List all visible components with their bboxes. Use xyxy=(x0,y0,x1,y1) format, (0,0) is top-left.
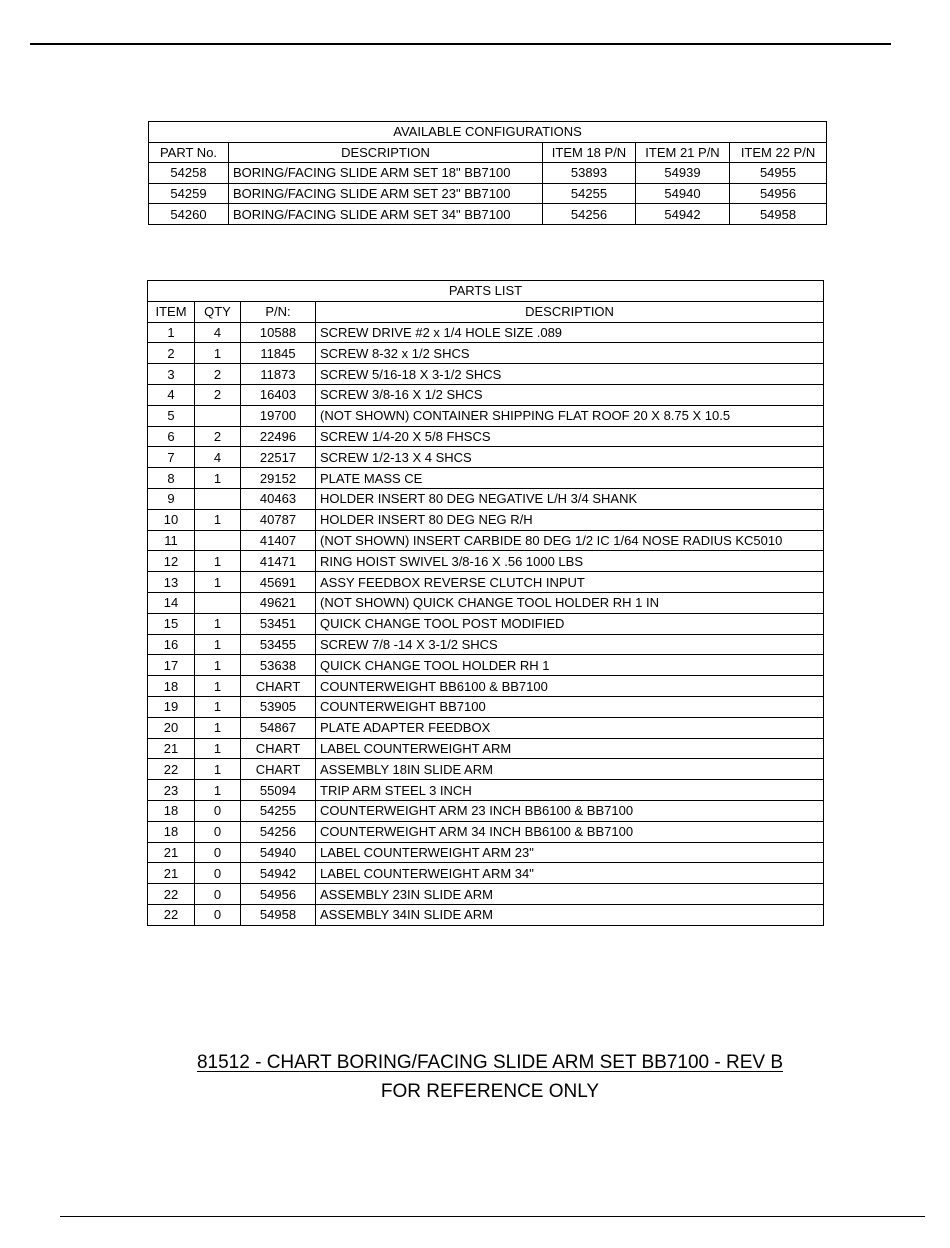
parts-cell: ASSY FEEDBOX REVERSE CLUTCH INPUT xyxy=(316,572,824,593)
parts-cell: LABEL COUNTERWEIGHT ARM xyxy=(316,738,824,759)
parts-cell: 18 xyxy=(148,800,195,821)
parts-cell: 13 xyxy=(148,572,195,593)
parts-table-body xyxy=(148,322,824,925)
parts-cell: 0 xyxy=(195,863,241,884)
parts-row xyxy=(148,842,824,863)
parts-cell: 53905 xyxy=(241,696,316,717)
config-row xyxy=(149,163,827,184)
parts-row xyxy=(148,738,824,759)
parts-cell: 1 xyxy=(195,759,241,780)
parts-cell: 40463 xyxy=(241,488,316,509)
parts-row xyxy=(148,884,824,905)
parts-cell: 1 xyxy=(195,780,241,801)
config-header-cell: DESCRIPTION xyxy=(229,142,543,163)
parts-cell: 1 xyxy=(195,717,241,738)
parts-cell: 11873 xyxy=(241,364,316,385)
parts-cell: 0 xyxy=(195,884,241,905)
parts-cell xyxy=(195,488,241,509)
parts-cell: 45691 xyxy=(241,572,316,593)
parts-row xyxy=(148,676,824,697)
parts-cell: 2 xyxy=(148,343,195,364)
parts-cell: SCREW 8-32 x 1/2 SHCS xyxy=(316,343,824,364)
parts-cell: 4 xyxy=(148,384,195,405)
config-cell: 54259 xyxy=(149,183,229,204)
config-row xyxy=(149,204,827,225)
parts-cell: ASSEMBLY 18IN SLIDE ARM xyxy=(316,759,824,780)
parts-cell: 3 xyxy=(148,364,195,385)
parts-row xyxy=(148,343,824,364)
parts-cell: SCREW 1/2-13 X 4 SHCS xyxy=(316,447,824,468)
parts-cell: 18 xyxy=(148,821,195,842)
config-header-cell: ITEM 21 P/N xyxy=(636,142,730,163)
parts-header-cell: QTY xyxy=(195,301,241,322)
config-table-title: AVAILABLE CONFIGURATIONS xyxy=(149,122,827,143)
config-cell: 54256 xyxy=(543,204,636,225)
parts-cell: 21 xyxy=(148,842,195,863)
parts-cell: 54956 xyxy=(241,884,316,905)
parts-cell: 54867 xyxy=(241,717,316,738)
parts-row xyxy=(148,551,824,572)
parts-row xyxy=(148,488,824,509)
parts-cell: SCREW 5/16-18 X 3-1/2 SHCS xyxy=(316,364,824,385)
parts-cell: QUICK CHANGE TOOL POST MODIFIED xyxy=(316,613,824,634)
parts-cell: COUNTERWEIGHT ARM 34 INCH BB6100 & BB7100 xyxy=(316,821,824,842)
parts-cell: HOLDER INSERT 80 DEG NEG R/H xyxy=(316,509,824,530)
parts-cell: 1 xyxy=(195,572,241,593)
parts-cell: 17 xyxy=(148,655,195,676)
parts-cell: 11845 xyxy=(241,343,316,364)
config-cell: 54258 xyxy=(149,163,229,184)
parts-cell: 1 xyxy=(195,343,241,364)
parts-row xyxy=(148,800,824,821)
parts-cell: 11 xyxy=(148,530,195,551)
parts-row xyxy=(148,696,824,717)
parts-cell: 10 xyxy=(148,509,195,530)
parts-cell: LABEL COUNTERWEIGHT ARM 23" xyxy=(316,842,824,863)
parts-row xyxy=(148,634,824,655)
parts-cell: 54942 xyxy=(241,863,316,884)
parts-cell xyxy=(195,530,241,551)
parts-cell: SCREW DRIVE #2 x 1/4 HOLE SIZE .089 xyxy=(316,322,824,343)
config-header-cell: ITEM 22 P/N xyxy=(730,142,827,163)
parts-cell: PLATE ADAPTER FEEDBOX xyxy=(316,717,824,738)
parts-cell: 21 xyxy=(148,738,195,759)
parts-cell: 21 xyxy=(148,863,195,884)
parts-cell: 0 xyxy=(195,842,241,863)
config-cell: BORING/FACING SLIDE ARM SET 18" BB7100 xyxy=(229,163,543,184)
parts-cell: 53455 xyxy=(241,634,316,655)
parts-row xyxy=(148,904,824,925)
parts-row xyxy=(148,572,824,593)
parts-cell: 9 xyxy=(148,488,195,509)
drawing-title: 81512 - CHART BORING/FACING SLIDE ARM SET BB7100 - REV B xyxy=(196,1052,784,1073)
bottom-rule xyxy=(60,1216,925,1217)
parts-cell: 1 xyxy=(195,551,241,572)
parts-cell: 54958 xyxy=(241,904,316,925)
parts-cell: 22 xyxy=(148,884,195,905)
config-cell: BORING/FACING SLIDE ARM SET 34" BB7100 xyxy=(229,204,543,225)
config-cell: 54956 xyxy=(730,183,827,204)
parts-cell: HOLDER INSERT 80 DEG NEGATIVE L/H 3/4 SHANK xyxy=(316,488,824,509)
parts-row xyxy=(148,447,824,468)
parts-cell: 16403 xyxy=(241,384,316,405)
drawing-subtitle: FOR REFERENCE ONLY xyxy=(380,1081,600,1102)
parts-cell: 7 xyxy=(148,447,195,468)
parts-cell: 22517 xyxy=(241,447,316,468)
config-cell: BORING/FACING SLIDE ARM SET 23" BB7100 xyxy=(229,183,543,204)
parts-cell: 0 xyxy=(195,821,241,842)
parts-row xyxy=(148,759,824,780)
parts-cell: 22 xyxy=(148,759,195,780)
config-cell: 54940 xyxy=(636,183,730,204)
parts-cell: 16 xyxy=(148,634,195,655)
parts-cell: COUNTERWEIGHT BB6100 & BB7100 xyxy=(316,676,824,697)
parts-cell: 29152 xyxy=(241,468,316,489)
parts-row xyxy=(148,717,824,738)
parts-cell: SCREW 1/4-20 X 5/8 FHSCS xyxy=(316,426,824,447)
parts-row xyxy=(148,364,824,385)
config-header-cell: ITEM 18 P/N xyxy=(543,142,636,163)
parts-row xyxy=(148,655,824,676)
parts-cell: TRIP ARM STEEL 3 INCH xyxy=(316,780,824,801)
parts-cell: SCREW 7/8 -14 X 3-1/2 SHCS xyxy=(316,634,824,655)
parts-cell: 41471 xyxy=(241,551,316,572)
parts-cell: 0 xyxy=(195,800,241,821)
parts-cell: (NOT SHOWN) QUICK CHANGE TOOL HOLDER RH 1 IN xyxy=(316,592,824,613)
parts-cell: 1 xyxy=(195,634,241,655)
parts-cell: 2 xyxy=(195,364,241,385)
parts-cell: (NOT SHOWN) INSERT CARBIDE 80 DEG 1/2 IC 1/64 NOSE RADIUS KC5010 xyxy=(316,530,824,551)
parts-cell: 1 xyxy=(195,613,241,634)
parts-row xyxy=(148,821,824,842)
parts-cell: 19700 xyxy=(241,405,316,426)
parts-row xyxy=(148,384,824,405)
parts-cell: 1 xyxy=(148,322,195,343)
parts-row xyxy=(148,592,824,613)
parts-cell: 41407 xyxy=(241,530,316,551)
parts-cell: 40787 xyxy=(241,509,316,530)
parts-header-cell: ITEM xyxy=(148,301,195,322)
parts-header-cell: DESCRIPTION xyxy=(316,301,824,322)
parts-cell: 2 xyxy=(195,384,241,405)
parts-header-row xyxy=(148,301,824,322)
parts-list-table xyxy=(147,280,824,926)
parts-cell: 49621 xyxy=(241,592,316,613)
parts-row xyxy=(148,405,824,426)
parts-cell: 54256 xyxy=(241,821,316,842)
available-configurations-table xyxy=(148,121,827,225)
parts-cell: 14 xyxy=(148,592,195,613)
parts-cell: 4 xyxy=(195,322,241,343)
parts-cell: 6 xyxy=(148,426,195,447)
parts-cell: 22 xyxy=(148,904,195,925)
parts-cell: ASSEMBLY 34IN SLIDE ARM xyxy=(316,904,824,925)
parts-cell: SCREW 3/8-16 X 1/2 SHCS xyxy=(316,384,824,405)
parts-row xyxy=(148,322,824,343)
config-cell: 54958 xyxy=(730,204,827,225)
parts-cell: 54255 xyxy=(241,800,316,821)
config-cell: 54939 xyxy=(636,163,730,184)
parts-row xyxy=(148,426,824,447)
parts-cell: 19 xyxy=(148,696,195,717)
parts-cell: 53451 xyxy=(241,613,316,634)
parts-cell: 22496 xyxy=(241,426,316,447)
parts-cell: 15 xyxy=(148,613,195,634)
parts-cell: 1 xyxy=(195,676,241,697)
parts-row xyxy=(148,530,824,551)
parts-cell: 54940 xyxy=(241,842,316,863)
parts-cell: 1 xyxy=(195,655,241,676)
parts-table-title: PARTS LIST xyxy=(148,281,824,302)
parts-cell: 18 xyxy=(148,676,195,697)
parts-row xyxy=(148,468,824,489)
parts-row xyxy=(148,863,824,884)
parts-cell: COUNTERWEIGHT BB7100 xyxy=(316,696,824,717)
drawing-title-block xyxy=(0,1052,950,1103)
parts-cell: COUNTERWEIGHT ARM 23 INCH BB6100 & BB7100 xyxy=(316,800,824,821)
parts-cell: 4 xyxy=(195,447,241,468)
parts-cell xyxy=(195,592,241,613)
parts-cell: LABEL COUNTERWEIGHT ARM 34" xyxy=(316,863,824,884)
parts-cell: (NOT SHOWN) CONTAINER SHIPPING FLAT ROOF 20 X 8.75 X 10.5 xyxy=(316,405,824,426)
config-cell: 54942 xyxy=(636,204,730,225)
config-row xyxy=(149,183,827,204)
config-header-cell: PART No. xyxy=(149,142,229,163)
config-header-row xyxy=(149,142,827,163)
parts-cell: 8 xyxy=(148,468,195,489)
parts-cell: 53638 xyxy=(241,655,316,676)
parts-cell: 1 xyxy=(195,696,241,717)
top-rule xyxy=(30,43,891,45)
parts-cell: CHART xyxy=(241,676,316,697)
parts-cell: 20 xyxy=(148,717,195,738)
config-table-body xyxy=(149,163,827,225)
parts-cell: ASSEMBLY 23IN SLIDE ARM xyxy=(316,884,824,905)
parts-cell: 1 xyxy=(195,509,241,530)
parts-cell: 10588 xyxy=(241,322,316,343)
parts-header-cell: P/N: xyxy=(241,301,316,322)
parts-cell: CHART xyxy=(241,759,316,780)
parts-cell: 55094 xyxy=(241,780,316,801)
parts-cell: 1 xyxy=(195,468,241,489)
parts-row xyxy=(148,613,824,634)
config-cell: 53893 xyxy=(543,163,636,184)
parts-cell xyxy=(195,405,241,426)
parts-cell: CHART xyxy=(241,738,316,759)
parts-row xyxy=(148,780,824,801)
parts-cell: RING HOIST SWIVEL 3/8-16 X .56 1000 LBS xyxy=(316,551,824,572)
parts-cell: PLATE MASS CE xyxy=(316,468,824,489)
parts-cell: 12 xyxy=(148,551,195,572)
parts-cell: 0 xyxy=(195,904,241,925)
parts-cell: 2 xyxy=(195,426,241,447)
config-cell: 54255 xyxy=(543,183,636,204)
parts-cell: 1 xyxy=(195,738,241,759)
parts-cell: 5 xyxy=(148,405,195,426)
parts-row xyxy=(148,509,824,530)
config-cell: 54955 xyxy=(730,163,827,184)
parts-cell: 23 xyxy=(148,780,195,801)
parts-cell: QUICK CHANGE TOOL HOLDER RH 1 xyxy=(316,655,824,676)
config-cell: 54260 xyxy=(149,204,229,225)
